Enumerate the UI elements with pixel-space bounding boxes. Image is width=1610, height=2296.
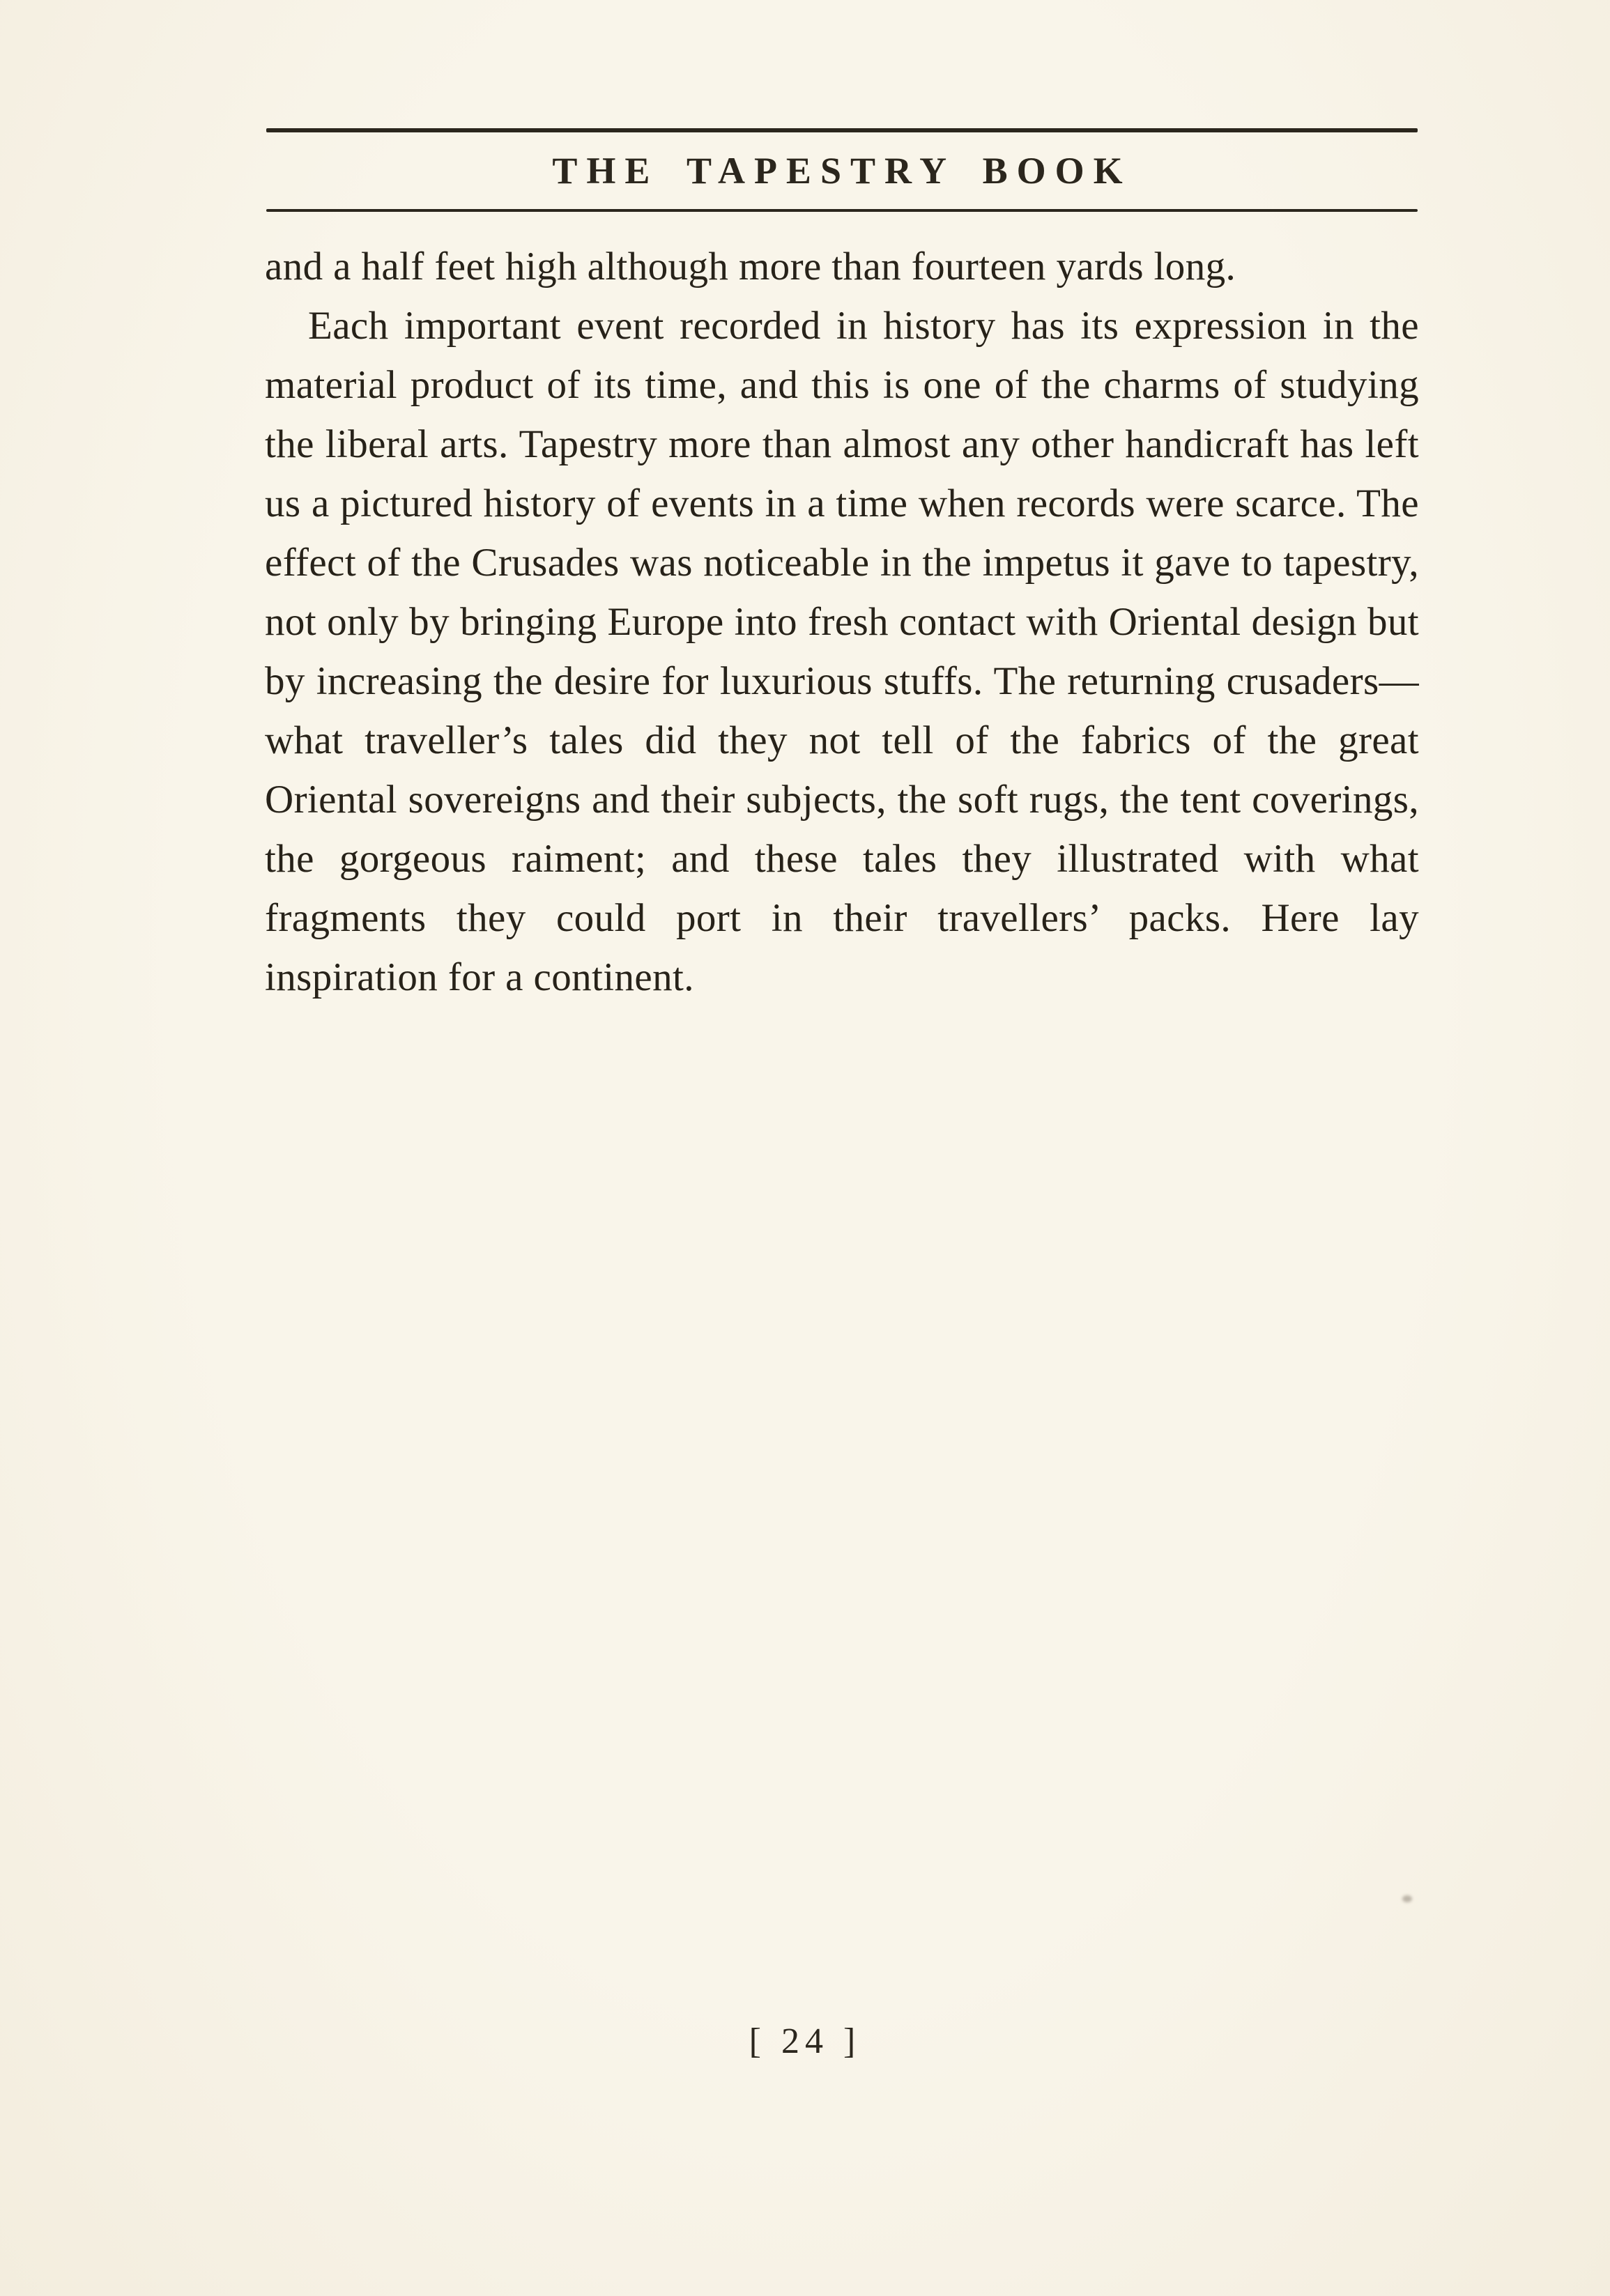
scan-artifact [1402, 1895, 1412, 1902]
page-body [265, 237, 1419, 1007]
body-paragraph: and a half feet high although more than fourteen yards long. [265, 245, 1236, 288]
body-paragraph: Each important event recorded in history has its expression in the material product of its time, and this is one of the charms of studying the liberal arts. Tapestry more than almost any other handicraft has left us a pictured history of events in a time when records were scarce. The effect of the Crusades was noticeable in the impetus it gave to tapestry, not only by bringing Europe into fresh contact with Oriental design but by increasing the desire for luxurious stuffs. The returning crusaders—what traveller’s tales did they not tell of the fabrics of the great Oriental sovereigns and their subjects, the soft rugs, the tent coverings, the gorgeous raiment; and these tales they illustrated with what fragments they could port in their travellers’ packs. Here lay inspiration for a continent. [265, 304, 1419, 999]
running-header-title: THE TAPESTRY BOOK [552, 150, 1132, 192]
header-rule-top [266, 128, 1418, 132]
header-rule-bottom [266, 209, 1418, 212]
page-footer [0, 2021, 1610, 2062]
page-number: [ 24 ] [749, 2021, 861, 2061]
running-header [266, 128, 1418, 212]
